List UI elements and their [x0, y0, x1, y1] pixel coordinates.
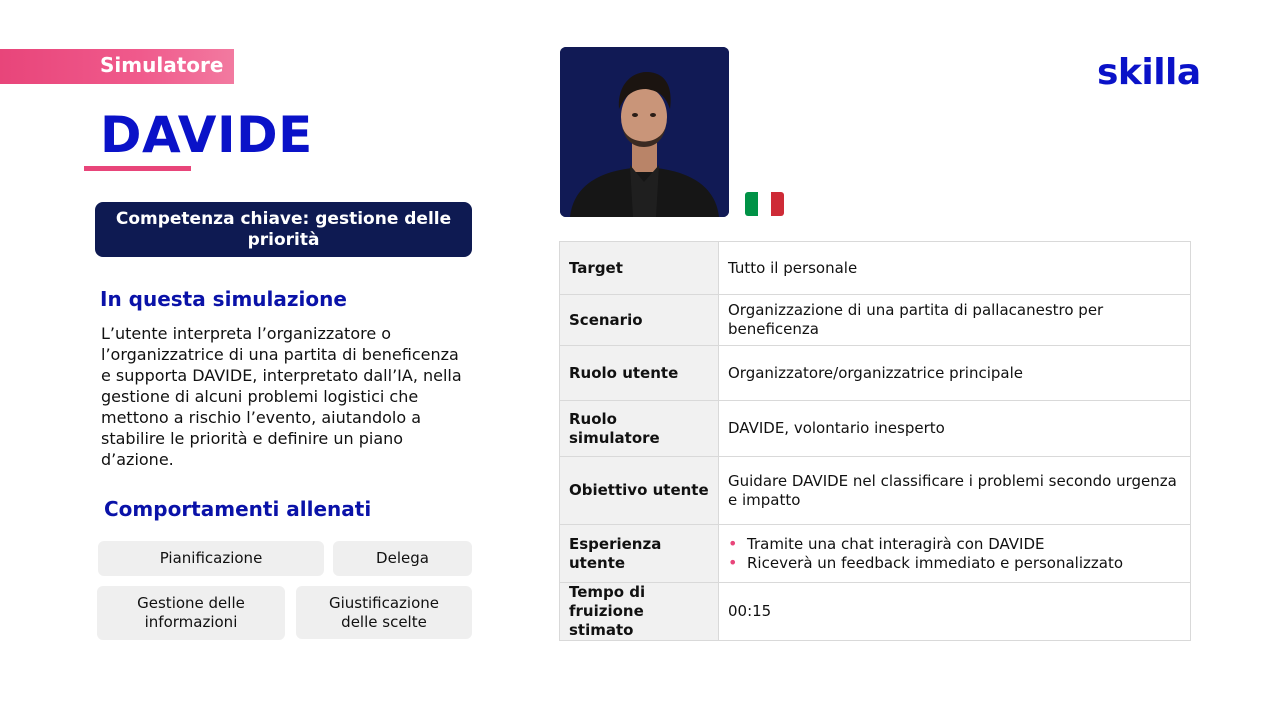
row-value: Guidare DAVIDE nel classificare i problemi secondo urgenza e impatto [719, 457, 1191, 525]
simulator-tag-label: Simulatore [100, 53, 224, 77]
name-underline [84, 166, 191, 171]
row-value: Organizzatore/organizzatrice principale [719, 346, 1191, 401]
behavior-label: Pianificazione [159, 549, 263, 567]
skilla-logo: skilla [1097, 52, 1201, 93]
row-value: DAVIDE, volontario inesperto [719, 401, 1191, 457]
row-label: Esperienza utente [560, 525, 719, 583]
intro-text: L’utente interpreta l’organizzatore o l’organizzatrice di una partita di beneficenza e supporta DAVIDE, interpretato dall’IA, nella gestione di alcuni problemi logistici che mettono a rischio l’evento, aiutandolo a stabilire le priorità e definire un piano d’azione. [101, 324, 462, 469]
list-item: • Tramite una chat interagirà con DAVIDE [728, 535, 1181, 554]
behavior-label: Delega [376, 549, 429, 567]
behavior-label: Giustificazione delle scelte [328, 593, 439, 631]
behavior-label: Gestione delle informazioni [137, 594, 245, 631]
table-row [560, 346, 1191, 401]
italy-flag-icon [745, 192, 784, 216]
row-value: Tutto il personale [719, 242, 1191, 295]
row-label: Target [560, 242, 719, 295]
simulation-info-table [559, 241, 1191, 641]
key-competence-label: Competenza chiave: gestione delle priorità [115, 208, 452, 250]
row-label: Obiettivo utente [560, 457, 719, 525]
row-label: Ruolo utente [560, 346, 719, 401]
row-value: Organizzazione di una partita di pallacanestro per beneficenza [719, 295, 1191, 346]
table-row [560, 242, 1191, 295]
table-row [560, 525, 1191, 583]
behaviors-heading: Comportamenti allenati [104, 497, 372, 521]
row-value: 00:15 [719, 583, 1191, 641]
table-row [560, 457, 1191, 525]
table-row [560, 295, 1191, 346]
table-row [560, 583, 1191, 641]
behavior-pill [97, 586, 285, 640]
behavior-pill [98, 541, 324, 576]
behavior-pill [296, 586, 472, 639]
list-item: • Riceverà un feedback immediato e personalizzato [728, 554, 1181, 573]
person-portrait-icon [560, 47, 729, 217]
table-row [560, 401, 1191, 457]
intro-heading: In questa simulazione [100, 287, 347, 311]
key-competence-banner [95, 202, 472, 257]
row-value-list [719, 525, 1191, 583]
row-label: Ruolo simulatore [560, 401, 719, 457]
row-label: Tempo di fruizione stimato [560, 583, 719, 641]
behavior-pill [333, 541, 472, 576]
character-name: DAVIDE [100, 106, 313, 164]
row-label: Scenario [560, 295, 719, 346]
character-photo [560, 47, 729, 217]
